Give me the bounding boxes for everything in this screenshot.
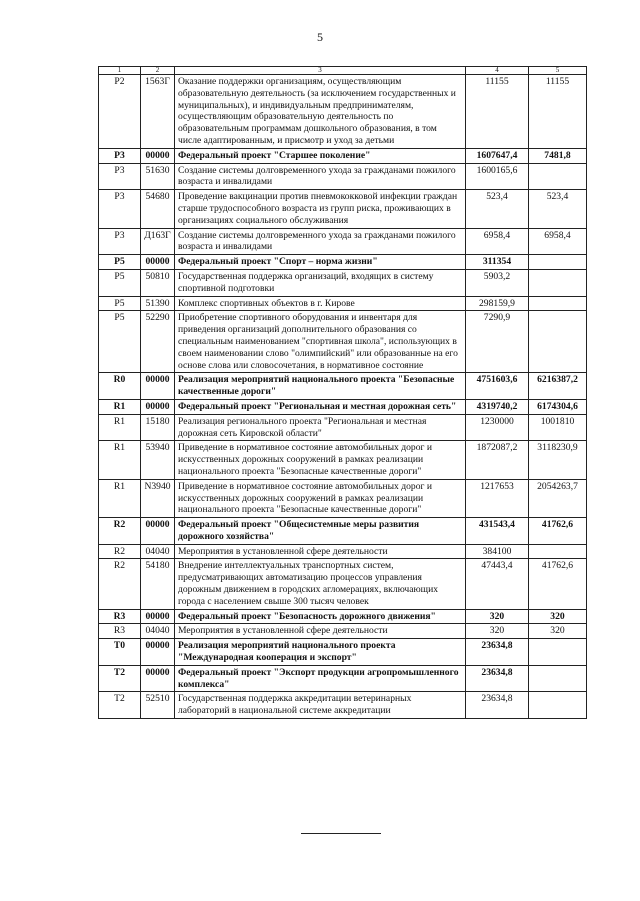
cell-amount-year-1: 5903,2 [466,269,529,296]
cell-description: Государственная поддержка аккредитации ветеринарных лабораторий в национальной системе аккредитации [175,692,466,719]
cell-amount-year-1: 431543,4 [466,518,529,545]
cell-amount-year-2: 41762,6 [529,518,587,545]
cell-amount-year-2: 2054263,7 [529,479,587,517]
cell-section-code: R1 [99,479,141,517]
table-row [99,639,587,666]
column-header-3: 3 [175,67,466,75]
cell-target-code: 15180 [141,414,175,441]
table-row [99,311,587,373]
cell-description: Комплекс спортивных объектов в г. Кирове [175,296,466,311]
table-row [99,373,587,400]
cell-target-code: 00000 [141,373,175,400]
cell-section-code: P3 [99,228,141,255]
cell-amount-year-1: 311354 [466,255,529,270]
table-row [99,75,587,149]
cell-description: Федеральный проект "Старшее поколение" [175,148,466,163]
cell-amount-year-1: 4319740,2 [466,399,529,414]
cell-amount-year-2: 6958,4 [529,228,587,255]
cell-amount-year-2: 7481,8 [529,148,587,163]
cell-target-code: 04040 [141,544,175,559]
cell-amount-year-2: 41762,6 [529,559,587,609]
cell-section-code: R2 [99,518,141,545]
cell-description: Реализация мероприятий национального проекта "Безопасные качественные дороги" [175,373,466,400]
cell-amount-year-1: 6958,4 [466,228,529,255]
cell-amount-year-2: 3118230,9 [529,441,587,479]
cell-amount-year-1: 7290,9 [466,311,529,373]
cell-amount-year-1: 384100 [466,544,529,559]
cell-description: Приведение в нормативное состояние автомобильных дорог и искусственных дорожных сооружений в рамках реализации национального проекта "Безопасные качественные дороги" [175,479,466,517]
cell-section-code: P3 [99,190,141,228]
table-row [99,479,587,517]
cell-description: Федеральный проект "Общесистемные меры развития дорожного хозяйства" [175,518,466,545]
table-row [99,624,587,639]
cell-target-code: 04040 [141,624,175,639]
table-row [99,544,587,559]
cell-description: Создание системы долговременного ухода за гражданами пожилого возраста и инвалидами [175,228,466,255]
cell-target-code: 00000 [141,399,175,414]
cell-amount-year-2 [529,665,587,692]
cell-amount-year-1: 320 [466,624,529,639]
cell-amount-year-1: 1230000 [466,414,529,441]
cell-amount-year-1: 298159,9 [466,296,529,311]
cell-description: Реализация мероприятий национального проекта "Международная кооперация и экспорт" [175,639,466,666]
budget-table [98,66,587,719]
table-row [99,148,587,163]
column-header-1: 1 [99,67,141,75]
cell-amount-year-2 [529,639,587,666]
cell-amount-year-2: 1001810 [529,414,587,441]
table-row [99,609,587,624]
cell-description: Оказание поддержки организациям, осуществляющим образовательную деятельность (за исключением государственных и муниципальных), и индивидуальным предпринимателям, осуществляющим образовательную деятельность по образовательным программам дошкольного образования, в том числе адаптированным, и присмотр и уход за детьми [175,75,466,149]
cell-target-code: 51390 [141,296,175,311]
cell-section-code: R1 [99,441,141,479]
cell-description: Приведение в нормативное состояние автомобильных дорог и искусственных дорожных сооружений в рамках реализации национального проекта "Безопасные качественные дороги" [175,441,466,479]
cell-description: Реализация регионального проекта "Региональная и местная дорожная сеть Кировской области" [175,414,466,441]
cell-amount-year-1: 23634,8 [466,639,529,666]
cell-amount-year-1: 47443,4 [466,559,529,609]
table-row [99,269,587,296]
cell-amount-year-2: 11155 [529,75,587,149]
cell-section-code: R1 [99,399,141,414]
page-number: 5 [317,30,323,44]
cell-target-code: 54680 [141,190,175,228]
cell-description: Федеральный проект "Региональная и местная дорожная сеть" [175,399,466,414]
cell-target-code: 51630 [141,163,175,190]
cell-target-code: 53940 [141,441,175,479]
column-header-5: 5 [529,67,587,75]
cell-amount-year-2 [529,296,587,311]
cell-description: Проведение вакцинации против пневмококковой инфекции граждан старше трудоспособного возраста из групп риска, проживающих в организациях социального обслуживания [175,190,466,228]
cell-amount-year-2: 320 [529,609,587,624]
cell-description: Федеральный проект "Экспорт продукции агропромышленного комплекса" [175,665,466,692]
cell-target-code: 54180 [141,559,175,609]
table-row [99,228,587,255]
cell-section-code: T2 [99,692,141,719]
cell-amount-year-2: 523,4 [529,190,587,228]
table-row [99,518,587,545]
table-row [99,665,587,692]
cell-amount-year-2 [529,311,587,373]
cell-section-code: R3 [99,609,141,624]
cell-target-code: 00000 [141,518,175,545]
cell-section-code: P5 [99,255,141,270]
table-row [99,414,587,441]
cell-section-code: P5 [99,296,141,311]
table-row [99,441,587,479]
cell-description: Мероприятия в установленной сфере деятельности [175,544,466,559]
table-header-row [99,67,587,75]
cell-target-code: 52290 [141,311,175,373]
cell-description: Внедрение интеллектуальных транспортных систем, предусматривающих автоматизацию процессов управления дорожным движением в городских агломерациях, включающих города с населением свыше 300 тысяч человек [175,559,466,609]
cell-target-code: 00000 [141,148,175,163]
cell-description: Создание системы долговременного ухода за гражданами пожилого возраста и инвалидами [175,163,466,190]
cell-amount-year-2: 6174304,6 [529,399,587,414]
cell-amount-year-2: 6216387,2 [529,373,587,400]
cell-section-code: R0 [99,373,141,400]
cell-section-code: P3 [99,148,141,163]
cell-target-code: 00000 [141,665,175,692]
cell-amount-year-2: 320 [529,624,587,639]
cell-amount-year-1: 1217653 [466,479,529,517]
cell-description: Федеральный проект "Спорт – норма жизни" [175,255,466,270]
cell-amount-year-2 [529,255,587,270]
cell-amount-year-1: 1600165,6 [466,163,529,190]
cell-target-code: 00000 [141,639,175,666]
cell-section-code: P5 [99,311,141,373]
cell-amount-year-2 [529,163,587,190]
cell-target-code: N3940 [141,479,175,517]
table-row [99,559,587,609]
cell-description: Мероприятия в установленной сфере деятельности [175,624,466,639]
cell-description: Федеральный проект "Безопасность дорожного движения" [175,609,466,624]
table-row [99,296,587,311]
cell-section-code: P2 [99,75,141,149]
cell-description: Приобретение спортивного оборудования и инвентаря для приведения организаций дополнительного образования со специальным наименованием "спортивная школа", использующих в своем наименовании слово "олимпийский" или образованные на его основе слова или словосочетания, в нормативное состояние [175,311,466,373]
cell-target-code: 52510 [141,692,175,719]
cell-section-code: R2 [99,544,141,559]
cell-section-code: T2 [99,665,141,692]
cell-target-code: 1563Г [141,75,175,149]
cell-amount-year-1: 1607647,4 [466,148,529,163]
footer-line [301,833,381,834]
cell-amount-year-1: 1872087,2 [466,441,529,479]
column-header-4: 4 [466,67,529,75]
cell-section-code: R3 [99,624,141,639]
table-row [99,190,587,228]
cell-amount-year-1: 320 [466,609,529,624]
cell-target-code: 00000 [141,609,175,624]
cell-section-code: R2 [99,559,141,609]
cell-target-code: 00000 [141,255,175,270]
cell-target-code: Д163Г [141,228,175,255]
cell-amount-year-2 [529,544,587,559]
cell-section-code: P5 [99,269,141,296]
cell-section-code: R1 [99,414,141,441]
cell-amount-year-1: 11155 [466,75,529,149]
cell-amount-year-1: 23634,8 [466,665,529,692]
table-row [99,399,587,414]
cell-amount-year-2 [529,692,587,719]
cell-section-code: T0 [99,639,141,666]
table-row [99,163,587,190]
cell-amount-year-1: 23634,8 [466,692,529,719]
cell-section-code: P3 [99,163,141,190]
table-row [99,255,587,270]
cell-description: Государственная поддержка организаций, входящих в систему спортивной подготовки [175,269,466,296]
cell-amount-year-1: 523,4 [466,190,529,228]
cell-amount-year-2 [529,269,587,296]
cell-amount-year-1: 4751603,6 [466,373,529,400]
column-header-2: 2 [141,67,175,75]
table-row [99,692,587,719]
cell-target-code: 50810 [141,269,175,296]
